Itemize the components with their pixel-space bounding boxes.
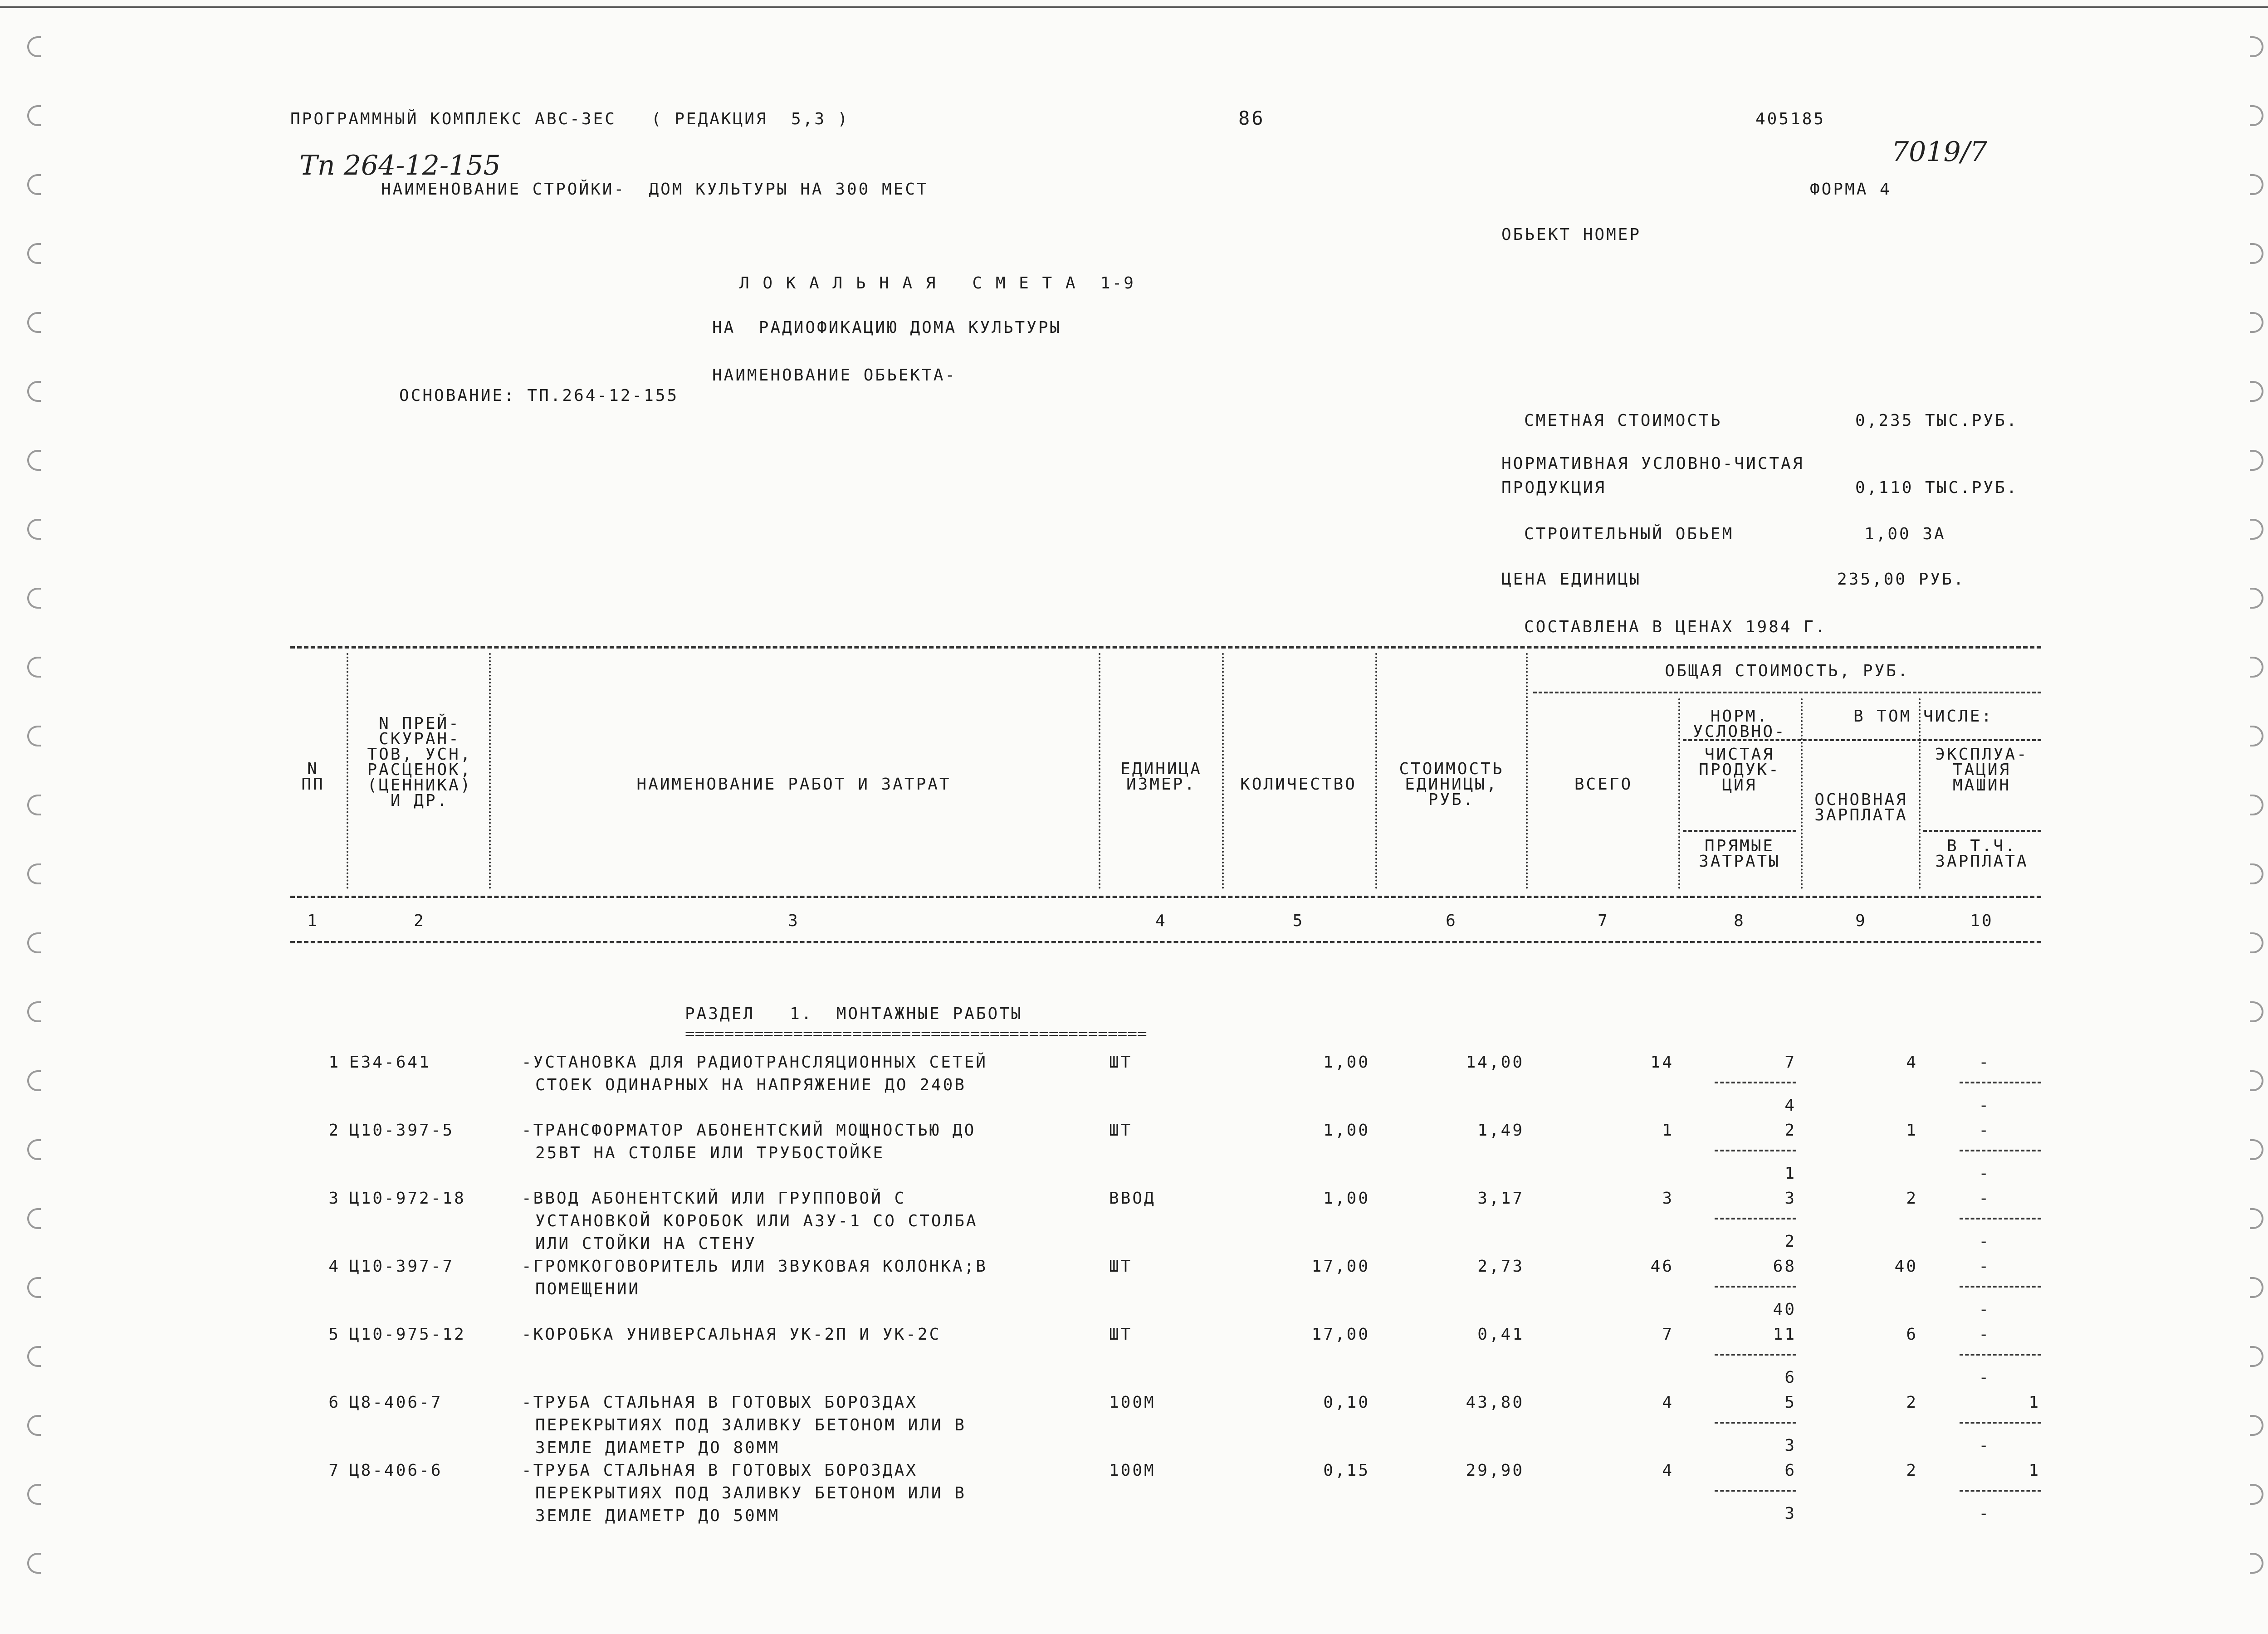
summary-value: 0,110 ТЫС.РУБ. <box>1855 478 2019 497</box>
rule <box>1715 1490 1796 1492</box>
feed-hole-right <box>2250 1415 2263 1436</box>
feed-hole-right <box>2250 726 2263 746</box>
rule <box>1715 1286 1796 1288</box>
row-unit-price: 0,41 <box>1477 1325 1524 1344</box>
row-total: 3 <box>1662 1189 1674 1208</box>
feed-hole-right <box>2250 1001 2263 1022</box>
row-code: Ц8-406-7 <box>349 1393 443 1412</box>
row-description: 25ВТ НА СТОЛБЕ ИЛИ ТРУБОСТОЙКЕ <box>535 1144 885 1162</box>
row-direct-costs: 6 <box>1784 1368 1796 1387</box>
col-4-header: ЕДИНИЦА <box>1120 760 1202 778</box>
row-quantity: 0,10 <box>1323 1393 1370 1412</box>
row-machine-wages: - <box>1979 1164 1990 1183</box>
col-10-header: В Т.Ч. <box>1946 837 2017 855</box>
row-description: ПЕРЕКРЫТИЯХ ПОД ЗАЛИВКУ БЕТОНОМ ИЛИ В <box>535 1416 966 1434</box>
column-separator <box>347 653 348 889</box>
row-net-product: 11 <box>1773 1325 1796 1344</box>
feed-hole-right <box>2250 243 2263 264</box>
rule <box>1960 1218 2041 1219</box>
col-2-header: РАСЦЕНОК, <box>367 761 472 779</box>
row-code: Е34-641 <box>349 1053 431 1072</box>
row-unit-price: 43,80 <box>1466 1393 1524 1412</box>
row-machines: - <box>1979 1325 1990 1344</box>
summary-label: СМЕТНАЯ СТОИМОСТЬ <box>1524 411 1722 430</box>
feed-hole-left <box>27 243 41 264</box>
col-8-header: ЦИЯ <box>1722 776 1757 795</box>
col-2-header: И ДР. <box>390 791 449 810</box>
col-2-header: (ЦЕННИКА) <box>367 776 472 795</box>
feed-hole-right <box>2250 36 2263 57</box>
feed-hole-left <box>27 657 41 678</box>
feed-hole-left <box>27 105 41 126</box>
summary-label: ЦЕНА ЕДИНИЦЫ <box>1501 570 1642 589</box>
feed-hole-right <box>2250 519 2263 540</box>
col-6-header: РУБ. <box>1428 790 1475 809</box>
row-wages: 1 <box>1906 1121 1918 1140</box>
row-unit: ШТ <box>1109 1121 1133 1140</box>
summary-label: ПРОДУКЦИЯ <box>1501 478 1607 497</box>
row-quantity: 1,00 <box>1323 1053 1370 1072</box>
row-quantity: 17,00 <box>1311 1325 1370 1344</box>
document-title: Л О К А Л Ь Н А Я С М Е Т А 1-9 <box>739 274 1135 293</box>
row-unit: ШТ <box>1109 1325 1133 1344</box>
row-description: ИЛИ СТОЙКИ НА СТЕНУ <box>535 1234 757 1253</box>
row-wages: 4 <box>1906 1053 1918 1072</box>
row-direct-costs: 3 <box>1784 1504 1796 1523</box>
feed-hole-right <box>2250 105 2263 126</box>
column-separator <box>1222 653 1224 889</box>
handwritten-number: 7019/7 <box>1892 136 1988 168</box>
row-unit: ВВОД <box>1109 1189 1156 1208</box>
col-4-header: ИЗМЕР. <box>1126 775 1197 794</box>
row-number: 2 <box>328 1121 340 1140</box>
feed-hole-right <box>2250 795 2263 815</box>
col-number: 10 <box>1970 912 1994 930</box>
row-code: Ц10-397-5 <box>349 1121 455 1140</box>
rule <box>290 941 2041 943</box>
feed-hole-right <box>2250 657 2263 678</box>
row-description: -УСТАНОВКА ДЛЯ РАДИОТРАНСЛЯЦИОННЫХ СЕТЕЙ <box>522 1053 987 1072</box>
row-description: ЗЕМЛЕ ДИАМЕТР ДО 50ММ <box>535 1507 780 1525</box>
row-description: -КОРОБКА УНИВЕРСАЛЬНАЯ УК-2П И УК-2С <box>522 1325 941 1344</box>
row-wages: 6 <box>1906 1325 1918 1344</box>
col-number: 9 <box>1855 912 1867 930</box>
row-direct-costs: 40 <box>1773 1300 1796 1319</box>
feed-hole-right <box>2250 1070 2263 1091</box>
row-description: УСТАНОВКОЙ КОРОБОК ИЛИ АЗУ-1 СО СТОЛБА <box>535 1212 978 1230</box>
row-net-product: 68 <box>1773 1257 1796 1276</box>
col-number: 4 <box>1155 912 1167 930</box>
col-2-header: СКУРАН- <box>379 730 460 748</box>
col-8-header: ПРЯМЫЕ <box>1704 837 1775 855</box>
feed-hole-left <box>27 726 41 746</box>
row-wages: 2 <box>1906 1393 1918 1412</box>
row-net-product: 2 <box>1784 1121 1796 1140</box>
row-machine-wages: - <box>1979 1096 1990 1115</box>
section-underline: =============================================== <box>685 1024 1147 1043</box>
feed-hole-right <box>2250 1208 2263 1229</box>
rule <box>290 896 2041 898</box>
feed-hole-left <box>27 1484 41 1505</box>
row-total: 4 <box>1662 1461 1674 1480</box>
feed-hole-left <box>27 1277 41 1298</box>
row-total: 46 <box>1650 1257 1674 1276</box>
summary-value: 235,00 РУБ. <box>1837 570 1965 589</box>
row-machines: - <box>1979 1257 1990 1276</box>
feed-hole-right <box>2250 450 2263 471</box>
feed-hole-left <box>27 863 41 884</box>
row-total: 14 <box>1650 1053 1674 1072</box>
row-number: 1 <box>328 1053 340 1072</box>
row-number: 7 <box>328 1461 340 1480</box>
col-8-header: ЧИСТАЯ <box>1704 745 1775 764</box>
row-net-product: 6 <box>1784 1461 1796 1480</box>
row-machines: - <box>1979 1189 1990 1208</box>
feed-hole-right <box>2250 381 2263 402</box>
row-machines: 1 <box>2028 1461 2040 1480</box>
col-8-header: ПРОДУК- <box>1699 761 1780 779</box>
rule <box>1715 1150 1796 1151</box>
row-direct-costs: 2 <box>1784 1232 1796 1251</box>
object-name: НАИМЕНОВАНИЕ ОБЬЕКТА- <box>712 366 957 385</box>
row-unit: ШТ <box>1109 1257 1133 1276</box>
row-unit-price: 1,49 <box>1477 1121 1524 1140</box>
row-total: 1 <box>1662 1121 1674 1140</box>
rule <box>1960 1286 2041 1288</box>
object-number: ОБЬЕКТ НОМЕР <box>1501 225 1642 244</box>
row-wages: 40 <box>1894 1257 1918 1276</box>
col-10-header: ТАЦИЯ <box>1952 761 2011 779</box>
row-machine-wages: - <box>1979 1368 1990 1387</box>
col-number: 2 <box>414 912 425 930</box>
row-description: -ТРУБА СТАЛЬНАЯ В ГОТОВЫХ БОРОЗДАХ <box>522 1393 918 1412</box>
row-net-product: 3 <box>1784 1189 1796 1208</box>
row-number: 3 <box>328 1189 340 1208</box>
row-description: -ГРОМКОГОВОРИТЕЛЬ ИЛИ ЗВУКОВАЯ КОЛОНКА;В <box>522 1257 987 1276</box>
column-separator <box>1526 653 1528 889</box>
feed-hole-right <box>2250 1553 2263 1574</box>
row-unit-price: 3,17 <box>1477 1189 1524 1208</box>
row-machines: - <box>1979 1121 1990 1140</box>
summary-label: СТРОИТЕЛЬНЫЙ ОБЬЕМ <box>1524 525 1734 543</box>
column-separator <box>1919 698 1921 889</box>
row-description: -ВВОД АБОНЕНТСКИЙ ИЛИ ГРУППОВОЙ С <box>522 1189 906 1208</box>
col-9-header: ЗАРПЛАТА <box>1814 806 1908 824</box>
row-number: 6 <box>328 1393 340 1412</box>
feed-hole-right <box>2250 1484 2263 1505</box>
row-machine-wages: - <box>1979 1436 1990 1455</box>
feed-hole-left <box>27 1415 41 1436</box>
feed-hole-left <box>27 1001 41 1022</box>
col-5-header: КОЛИЧЕСТВО <box>1240 775 1357 794</box>
handwritten-project-code: Тп 264-12-155 <box>299 150 501 181</box>
program-name: ПРОГРАММНЫЙ КОМПЛЕКС АВС-3ЕС ( РЕДАКЦИЯ 5,3 ) <box>290 110 850 128</box>
feed-hole-left <box>27 1346 41 1367</box>
row-unit: ШТ <box>1109 1053 1133 1072</box>
row-unit-price: 2,73 <box>1477 1257 1524 1276</box>
col-2-header: ТОВ, УСН, <box>367 745 472 764</box>
row-direct-costs: 3 <box>1784 1436 1796 1455</box>
rule <box>1715 1422 1796 1424</box>
row-wages: 2 <box>1906 1189 1918 1208</box>
row-quantity: 1,00 <box>1323 1121 1370 1140</box>
row-unit: 100М <box>1109 1461 1156 1480</box>
column-separator <box>1099 653 1100 889</box>
feed-hole-left <box>27 1139 41 1160</box>
row-quantity: 17,00 <box>1311 1257 1370 1276</box>
rule <box>1923 830 2041 832</box>
feed-hole-right <box>2250 1346 2263 1367</box>
col-number: 7 <box>1598 912 1609 930</box>
feed-hole-right <box>2250 863 2263 884</box>
row-machines: 1 <box>2028 1393 2040 1412</box>
col-10-header: ЭКСПЛУА- <box>1935 745 2028 764</box>
row-unit: 100М <box>1109 1393 1156 1412</box>
rule <box>1533 692 2041 693</box>
rule <box>1960 1150 2041 1151</box>
feed-hole-left <box>27 795 41 815</box>
rule <box>290 646 2041 649</box>
row-code: Ц10-397-7 <box>349 1257 455 1276</box>
row-description: ЗЕМЛЕ ДИАМЕТР ДО 80ММ <box>535 1439 780 1457</box>
row-quantity: 0,15 <box>1323 1461 1370 1480</box>
row-wages: 2 <box>1906 1461 1918 1480</box>
column-separator <box>1801 698 1803 889</box>
col-1-header: N <box>307 760 319 778</box>
feed-hole-right <box>2250 932 2263 953</box>
row-description: СТОЕК ОДИНАРНЫХ НА НАПРЯЖЕНИЕ ДО 240В <box>535 1076 966 1094</box>
rule <box>1683 830 1796 832</box>
rule <box>1960 1082 2041 1083</box>
col-3-header: НАИМЕНОВАНИЕ РАБОТ И ЗАТРАТ <box>636 775 951 794</box>
rule <box>1960 1422 2041 1424</box>
col-number: 6 <box>1446 912 1457 930</box>
feed-hole-left <box>27 932 41 953</box>
included-header: В ТОМ ЧИСЛЕ: <box>1853 707 1994 726</box>
row-machine-wages: - <box>1979 1300 1990 1319</box>
section-title: РАЗДЕЛ 1. МОНТАЖНЫЕ РАБОТЫ <box>685 1005 1023 1023</box>
feed-hole-left <box>27 174 41 195</box>
feed-hole-right <box>2250 312 2263 333</box>
row-unit-price: 29,90 <box>1466 1461 1524 1480</box>
row-unit-price: 14,00 <box>1466 1053 1524 1072</box>
feed-hole-left <box>27 588 41 609</box>
feed-hole-right <box>2250 588 2263 609</box>
rule <box>1715 1218 1796 1219</box>
row-direct-costs: 1 <box>1784 1164 1796 1183</box>
rule <box>1960 1354 2041 1356</box>
row-description: ПОМЕЩЕНИИ <box>535 1280 640 1298</box>
col-number: 1 <box>307 912 319 930</box>
feed-hole-right <box>2250 174 2263 195</box>
feed-hole-left <box>27 450 41 471</box>
row-number: 4 <box>328 1257 340 1276</box>
col-1-header: ПП <box>301 775 325 794</box>
total-cost-header: ОБЩАЯ СТОИМОСТЬ, РУБ. <box>1665 662 1910 680</box>
column-separator <box>1375 653 1377 889</box>
document-number: 405185 <box>1755 110 1826 128</box>
col-number: 3 <box>788 912 800 930</box>
col-number: 5 <box>1292 912 1305 930</box>
feed-hole-right <box>2250 1139 2263 1160</box>
document-subject: НА РАДИОФИКАЦИЮ ДОМА КУЛЬТУРЫ <box>712 318 1062 337</box>
basis: ОСНОВАНИЕ: ТП.264-12-155 <box>399 386 679 405</box>
col-7-header: ВСЕГО <box>1574 775 1633 794</box>
summary-value: 1,00 ЗА <box>1864 525 1946 543</box>
col-6-header: ЕДИНИЦЫ, <box>1405 775 1498 794</box>
row-code: Ц8-406-6 <box>349 1461 443 1480</box>
col-8-header: ЗАТРАТЫ <box>1699 852 1780 871</box>
feed-hole-left <box>27 36 41 57</box>
row-number: 5 <box>328 1325 340 1344</box>
feed-hole-left <box>27 1208 41 1229</box>
feed-hole-left <box>27 381 41 402</box>
row-machines: - <box>1979 1053 1990 1072</box>
col-10-header: МАШИН <box>1952 776 2011 795</box>
column-separator <box>1678 698 1680 889</box>
paper-top-edge <box>0 6 2268 8</box>
row-description: -ТРУБА СТАЛЬНАЯ В ГОТОВЫХ БОРОЗДАХ <box>522 1461 918 1480</box>
row-net-product: 5 <box>1784 1393 1796 1412</box>
col-6-header: СТОИМОСТЬ <box>1399 760 1504 778</box>
col-9-header: ОСНОВНАЯ <box>1814 790 1908 809</box>
rule <box>1960 1490 2041 1492</box>
col-number: 8 <box>1734 912 1745 930</box>
row-net-product: 7 <box>1784 1053 1796 1072</box>
col-10-header: ЗАРПЛАТА <box>1935 852 2028 871</box>
page-number: 86 <box>1238 107 1265 129</box>
form-number: ФОРМА 4 <box>1810 180 1892 199</box>
feed-hole-left <box>27 519 41 540</box>
row-code: Ц10-975-12 <box>349 1325 466 1344</box>
feed-hole-left <box>27 1553 41 1574</box>
col-2-header: N ПРЕЙ- <box>379 714 460 733</box>
row-total: 4 <box>1662 1393 1674 1412</box>
row-machine-wages: - <box>1979 1504 1990 1523</box>
row-code: Ц10-972-18 <box>349 1189 466 1208</box>
summary-value: 0,235 ТЫС.РУБ. <box>1855 411 2019 430</box>
column-separator <box>489 653 491 889</box>
feed-hole-left <box>27 1070 41 1091</box>
col-8-header: УСЛОВНО- <box>1693 722 1786 741</box>
row-machine-wages: - <box>1979 1232 1990 1251</box>
rule <box>1715 1082 1796 1083</box>
row-total: 7 <box>1662 1325 1674 1344</box>
rule <box>1715 1354 1796 1356</box>
summary-label: СОСТАВЛЕНА В ЦЕНАХ 1984 Г. <box>1524 618 1827 636</box>
feed-hole-right <box>2250 1277 2263 1298</box>
col-8-header: НОРМ. <box>1710 707 1769 726</box>
row-direct-costs: 4 <box>1784 1096 1796 1115</box>
summary-label: НОРМАТИВНАЯ УСЛОВНО-ЧИСТАЯ <box>1501 454 1804 473</box>
row-description: -ТРАНСФОРМАТОР АБОНЕНТСКИЙ МОЩНОСТЬЮ ДО <box>522 1121 976 1140</box>
construction-name: НАИМЕНОВАНИЕ СТРОЙКИ- ДОМ КУЛЬТУРЫ НА 300 МЕСТ <box>381 180 929 199</box>
row-quantity: 1,00 <box>1323 1189 1370 1208</box>
row-description: ПЕРЕКРЫТИЯХ ПОД ЗАЛИВКУ БЕТОНОМ ИЛИ В <box>535 1484 966 1502</box>
feed-hole-left <box>27 312 41 333</box>
